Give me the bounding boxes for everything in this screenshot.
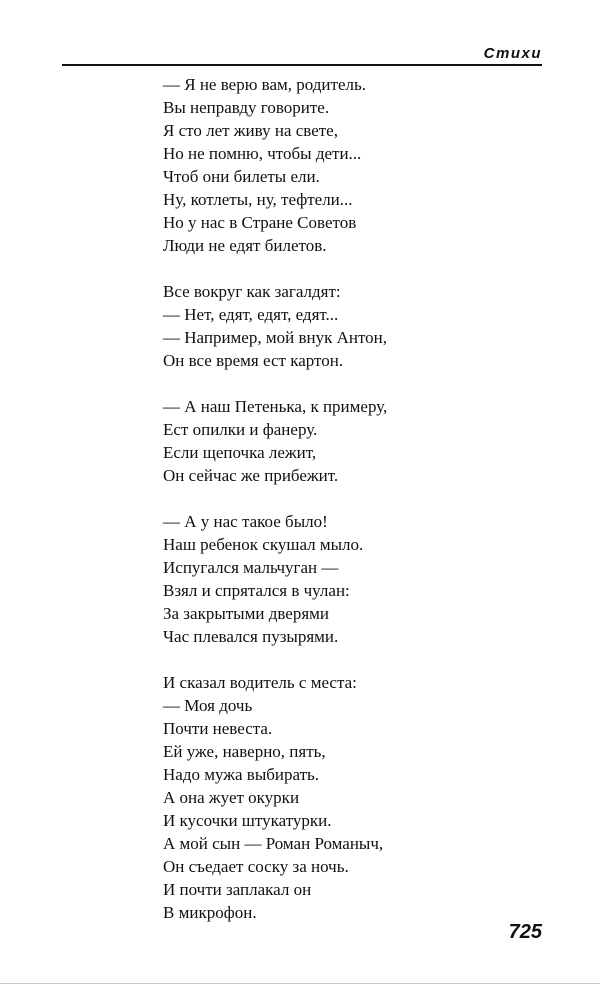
poem-stanza bbox=[163, 280, 543, 372]
poem-line: А мой сын — Роман Романыч, bbox=[163, 834, 384, 853]
poem-line: Вы неправду говорите. bbox=[163, 98, 330, 117]
poem-line: — Например, мой внук Антон, bbox=[163, 328, 388, 347]
poem-line: Надо мужа выбирать. bbox=[163, 765, 320, 784]
poem-line: Если щепочка лежит, bbox=[163, 443, 317, 462]
poem-line: Взял и спрятался в чулан: bbox=[163, 581, 350, 600]
poem-line: Он съедает соску за ночь. bbox=[163, 857, 349, 876]
poem-line: За закрытыми дверями bbox=[163, 604, 330, 623]
poem-line: Почти невеста. bbox=[163, 719, 273, 738]
header-rule bbox=[62, 64, 542, 66]
poem-stanza bbox=[163, 510, 543, 648]
running-head-title: Стихи bbox=[483, 45, 542, 62]
poem-line: Люди не едят билетов. bbox=[163, 236, 327, 255]
poem-line: Но не помню, чтобы дети... bbox=[163, 144, 362, 163]
poem-line: — Моя дочь bbox=[163, 696, 253, 715]
poem-line: Ну, котлеты, ну, тефтели... bbox=[163, 190, 353, 209]
poem-line: Ей уже, наверно, пять, bbox=[163, 742, 326, 761]
page-number: 725 bbox=[508, 921, 542, 943]
poem-line: — Я не верю вам, родитель. bbox=[163, 75, 366, 94]
poem-line: А она жует окурки bbox=[163, 788, 300, 807]
poem-line: Испугался мальчуган — bbox=[163, 558, 339, 577]
poem-line: Он все время ест картон. bbox=[163, 351, 344, 370]
poem-line: — А у нас такое было! bbox=[163, 512, 328, 531]
page-bottom-edge bbox=[0, 983, 600, 984]
poem-line: Наш ребенок скушал мыло. bbox=[163, 535, 364, 554]
poem-line: И кусочки штукатурки. bbox=[163, 811, 332, 830]
poem-line: Чтоб они билеты ели. bbox=[163, 167, 320, 186]
poem-line: И сказал водитель с места: bbox=[163, 673, 357, 692]
poem-body bbox=[163, 73, 543, 947]
poem-line: Он сейчас же прибежит. bbox=[163, 466, 339, 485]
poem-line: Все вокруг как загалдят: bbox=[163, 282, 341, 301]
poem-stanza bbox=[163, 395, 543, 487]
poem-line: Ест опилки и фанеру. bbox=[163, 420, 318, 439]
poem-line: — А наш Петенька, к примеру, bbox=[163, 397, 388, 416]
poem-line: — Нет, едят, едят, едят... bbox=[163, 305, 339, 324]
poem-line: Но у нас в Стране Советов bbox=[163, 213, 357, 232]
poem-stanza bbox=[163, 671, 543, 924]
poem-line: И почти заплакал он bbox=[163, 880, 312, 899]
poem-line: Я сто лет живу на свете, bbox=[163, 121, 338, 140]
poem-line: В микрофон. bbox=[163, 903, 257, 922]
poem-line: Час плевался пузырями. bbox=[163, 627, 339, 646]
poem-stanza bbox=[163, 73, 543, 257]
